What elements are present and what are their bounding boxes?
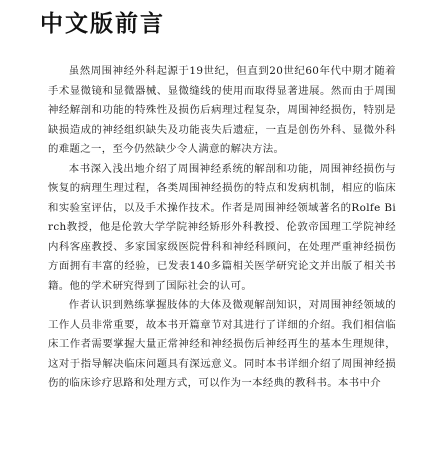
preface-body — [48, 62, 396, 394]
page-title: 中文版前言 — [40, 11, 165, 37]
paragraph-2: 本书深入浅出地介绍了周围神经系统的解剖和功能，周围神经损伤与恢复的病理生理过程，各类周围神经损伤的特点和发病机制，相应的临床和实验室评估，以及手术操作技术。作者是周围神经领域著名的Rolfe Birch教授，他是伦敦大学学院神经矫形外科教授、伦敦帝国理工学院神经内科客座教授、多家国家级医院骨科和神经科顾问，在处理严重神经损伤方面拥有丰富的经验，已发表140多篇相关医学研究论文并出版了相关书籍。他的学术研究得到了国际社会的认可。 — [48, 162, 396, 292]
paragraph-3: 作者认识到熟练掌握肢体的大体及微观解剖知识，对周围神经领域的工作人员非常重要，故本书开篇章节对其进行了详细的介绍。我们相信临床工作者需要掌握大量正常神经和神经损伤后神经再生的基本生理规律，这对于指导解决临床问题具有深远意义。同时本书详细介绍了周围神经损伤的临床诊疗思路和处理方式，可以作为一本经典的教科书。本书中介 — [48, 299, 396, 389]
paragraph-1: 虽然周围神经外科起源于19世纪，但直到20世纪60年代中期才随着手术显微镜和显微器械、显微缝线的使用而取得显著进展。然而由于周围神经解剖和功能的特殊性及损伤后病理过程复杂，周围神经损伤，特别是缺损造成的神经组织缺失及功能丧失后遗症，一直是创伤外科、显微外科的难题之一，至今仍然缺少令人满意的解决方法。 — [48, 65, 396, 155]
